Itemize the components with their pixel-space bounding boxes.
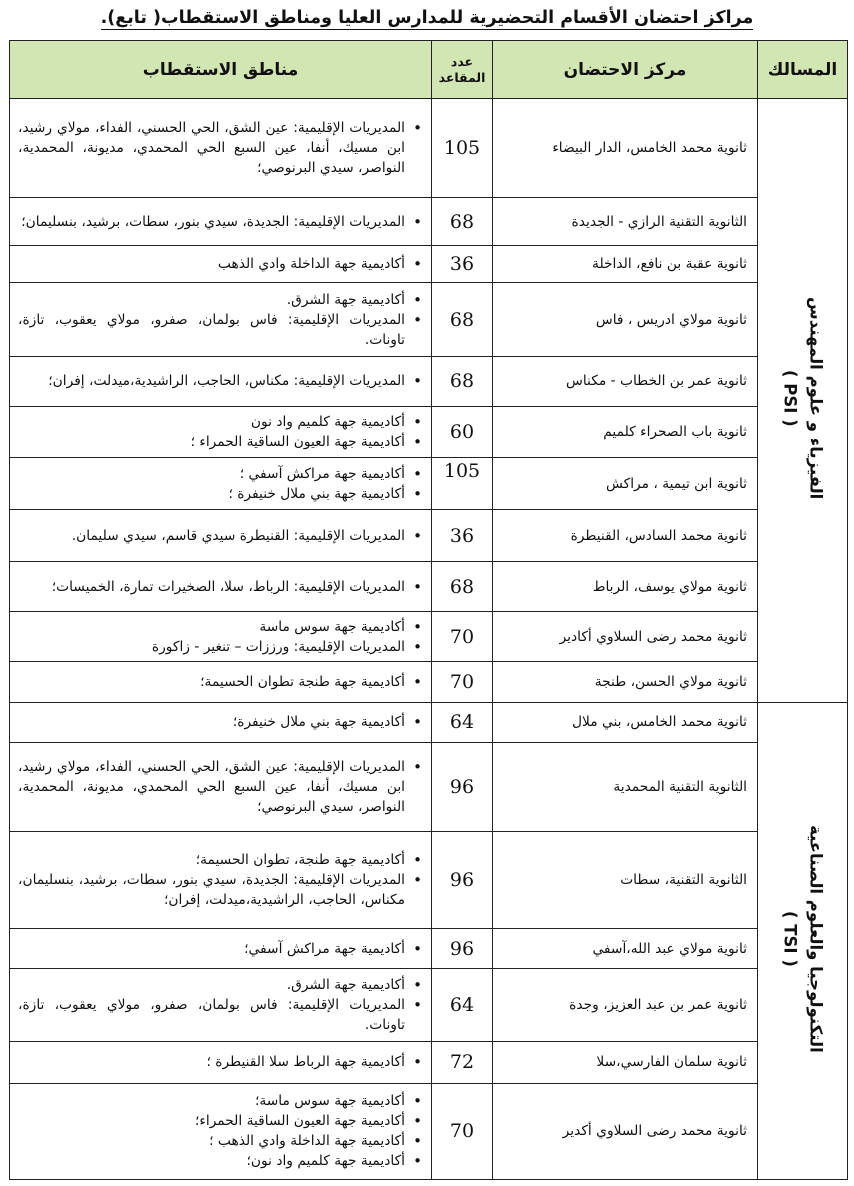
center-name: ثانوية سلمان الفارسي،سلا: [493, 1041, 758, 1083]
track-cell: [758, 702, 848, 1179]
seats-count: 36: [432, 510, 493, 562]
zones-cell: [10, 1041, 432, 1083]
center-name: ثانوية باب الصحراء كلميم: [493, 406, 758, 457]
zones-cell: [10, 662, 432, 702]
center-name: ثانوية محمد رضى السلاوي أكادير: [493, 612, 758, 662]
header-zones: مناطق الاستقطاب: [10, 41, 432, 99]
table-row: [10, 356, 848, 406]
zone-item: • أكاديمية جهة بني ملال خنيفرة؛: [18, 712, 425, 732]
table-row: [10, 831, 848, 928]
track-cell: [758, 99, 848, 703]
zone-item: • أكاديمية جهة بني ملال خنيفرة ؛: [18, 484, 425, 504]
zone-item: • المديريات الإقليمية: عين الشق، الحي الحسني، الفداء، مولاي رشيد، ابن مسيك، أنفا، عين السبع الحي المحمدي، مديونة، المحمدية، النواصر، سيدي البرنوصي؛: [18, 757, 425, 817]
center-name: الثانوية التقنية المحمدية: [493, 742, 758, 831]
center-name: ثانوية محمد الخامس، الدار البيضاء: [493, 99, 758, 198]
zones-list: [18, 371, 425, 391]
seats-count: 96: [432, 929, 493, 969]
zones-cell: [10, 198, 432, 246]
zones-cell: [10, 99, 432, 198]
center-name: ثانوية عقبة بن نافع، الداخلة: [493, 246, 758, 283]
table-body: [10, 99, 848, 1180]
zones-cell: [10, 356, 432, 406]
center-name: ثانوية مولاي عبد الله،آسفي: [493, 929, 758, 969]
zone-item: • المديريات الإقليمية: فاس بولمان، صفرو، مولاي يعقوب، تازة، تاونات.: [18, 995, 425, 1035]
zone-item: • أكاديمية جهة الشرق.: [18, 975, 425, 995]
table-row: [10, 99, 848, 198]
seats-count: 70: [432, 1083, 493, 1179]
zones-cell: [10, 1083, 432, 1179]
zones-cell: [10, 831, 432, 928]
zone-item: • أكاديمية جهة الرباط سلا القنيطرة ؛: [18, 1052, 425, 1072]
zones-cell: [10, 929, 432, 969]
header-center: مركز الاحتضان: [493, 41, 758, 99]
center-name: ثانوية مولاي يوسف، الرباط: [493, 562, 758, 612]
zone-item: • أكاديمية جهة الداخلة وادي الذهب: [18, 254, 425, 274]
seats-count: 68: [432, 356, 493, 406]
table-header: [10, 41, 848, 99]
seats-count: 96: [432, 742, 493, 831]
zones-list: [18, 212, 425, 232]
table-row: [10, 1041, 848, 1083]
table-row: [10, 246, 848, 283]
zones-cell: [10, 406, 432, 457]
table-row: [10, 198, 848, 246]
seats-count: 68: [432, 562, 493, 612]
zones-cell: [10, 283, 432, 356]
zones-cell: [10, 510, 432, 562]
zones-list: [18, 757, 425, 817]
table-row: [10, 929, 848, 969]
center-name: الثانوية التقنية، سطات: [493, 831, 758, 928]
zone-item: • المديريات الإقليمية: الجديدة، سيدي بنور، سطات، برشيد، بنسليمان، مكناس، الحاجب، الراشيدية،ميدلت، إفران؛: [18, 870, 425, 910]
zones-cell: [10, 457, 432, 509]
table-row: [10, 562, 848, 612]
center-name: ثانوية محمد الخامس، بني ملال: [493, 702, 758, 742]
center-name: ثانوية ابن تيمية ، مراكش: [493, 457, 758, 509]
table-row: [10, 510, 848, 562]
zone-item: • المديريات الإقليمية: الرباط، سلا، الصخيرات تمارة، الخميسات؛: [18, 577, 425, 597]
header-seats-line1: عدد: [450, 53, 474, 69]
header-track: المسالك: [758, 41, 848, 99]
zone-item: • المديريات الإقليمية: الجديدة، سيدي بنور، سطات، برشيد، بنسليمان؛: [18, 212, 425, 232]
header-seats-line2: المقاعد: [438, 69, 486, 85]
track-code: ( PSI ): [780, 369, 800, 427]
zones-list: [18, 1091, 425, 1171]
center-name: ثانوية محمد السادس، القنيطرة: [493, 510, 758, 562]
zones-list: [18, 939, 425, 959]
zone-item: • أكاديمية جهة الداخلة وادي الذهب ؛: [18, 1131, 425, 1151]
header-row: [10, 41, 848, 99]
zone-item: • أكاديمية جهة الشرق.: [18, 290, 425, 310]
center-name: ثانوية عمر بن عبد العزيز، وجدة: [493, 969, 758, 1041]
zone-item: • أكاديمية جهة طنجة تطوان الحسيمة؛: [18, 672, 425, 692]
table-row: [10, 969, 848, 1041]
zones-cell: [10, 562, 432, 612]
zone-item: • أكاديمية جهة العيون الساقية الحمراء ؛: [18, 432, 425, 452]
table-row: [10, 612, 848, 662]
zone-item: • المديريات الإقليمية: عين الشق، الحي الحسني، الفداء، مولاي رشيد، ابن مسيك، أنفا، عين السبع الحي المحمدي، مديونة، المحمدية، النواصر، سيدي البرنوصي؛: [18, 118, 425, 178]
zones-list: [18, 577, 425, 597]
center-name: ثانوية مولاي الحسن، طنجة: [493, 662, 758, 702]
zones-list: [18, 526, 425, 546]
zone-item: • أكاديمية جهة مراكش آسفي؛: [18, 939, 425, 959]
page-title: مراكز احتضان الأقسام التحضيرية للمدارس العليا ومناطق الاستقطاب( تابع).: [100, 8, 754, 28]
seats-count: 72: [432, 1041, 493, 1083]
seats-count: 60: [432, 406, 493, 457]
seats-count: 105: [432, 457, 493, 509]
zone-item: • المديريات الإقليمية: مكناس، الحاجب، الراشيدية،ميدلت، إفران؛: [18, 371, 425, 391]
center-name: ثانوية مولاي ادريس ، فاس: [493, 283, 758, 356]
zones-list: [18, 617, 425, 657]
seats-count: 36: [432, 246, 493, 283]
zone-item: • أكاديمية جهة سوس ماسة: [18, 617, 425, 637]
table-row: [10, 1083, 848, 1179]
track-name: التكنولوجيا والعلوم الصناعية: [806, 824, 826, 1053]
seats-count: 70: [432, 662, 493, 702]
seats-count: 64: [432, 969, 493, 1041]
zones-list: [18, 672, 425, 692]
zones-list: [18, 290, 425, 350]
zones-list: [18, 464, 425, 504]
zones-list: [18, 118, 425, 178]
zone-item: • أكاديمية جهة كلميم واد نون؛: [18, 1151, 425, 1171]
center-name: ثانوية عمر بن الخطاب - مكناس: [493, 356, 758, 406]
track-name: الفيزياء و علوم المهندس: [806, 297, 826, 500]
zone-item: • أكاديمية جهة العيون الساقية الحمراء؛: [18, 1111, 425, 1131]
seats-count: 64: [432, 702, 493, 742]
header-seats: [432, 41, 493, 99]
center-name: ثانوية محمد رضى السلاوي أكدير: [493, 1083, 758, 1179]
zone-item: • المديريات الإقليمية: فاس بولمان، صفرو، مولاي يعقوب، تازة، تاونات.: [18, 310, 425, 350]
zones-list: [18, 254, 425, 274]
seats-count: 68: [432, 283, 493, 356]
zones-list: [18, 850, 425, 910]
zones-cell: [10, 742, 432, 831]
zones-cell: [10, 612, 432, 662]
track-label: [777, 297, 829, 499]
center-name: الثانوية التقنية الرازي - الجديدة: [493, 198, 758, 246]
zone-item: • المديريات الإقليمية: ورززات – تنغير - زاكورة: [18, 637, 425, 657]
seats-count: 68: [432, 198, 493, 246]
zone-item: • أكاديمية جهة سوس ماسة؛: [18, 1091, 425, 1111]
seats-count: 96: [432, 831, 493, 928]
table-row: [10, 457, 848, 509]
zones-list: [18, 1052, 425, 1072]
track-code: ( TSI ): [780, 910, 800, 967]
table-row: [10, 662, 848, 702]
zones-list: [18, 975, 425, 1035]
zones-cell: [10, 969, 432, 1041]
zone-item: • أكاديمية جهة طنجة، تطوان الحسيمة؛: [18, 850, 425, 870]
table-row: [10, 283, 848, 356]
seats-count: 70: [432, 612, 493, 662]
zones-list: [18, 412, 425, 452]
zone-item: • المديريات الإقليمية: القنيطرة سيدي قاسم، سيدي سليمان.: [18, 526, 425, 546]
seats-count: 105: [432, 99, 493, 198]
zones-cell: [10, 246, 432, 283]
zone-item: • أكاديمية جهة كلميم واد نون: [18, 412, 425, 432]
zones-cell: [10, 702, 432, 742]
zone-item: • أكاديمية جهة مراكش آسفي ؛: [18, 464, 425, 484]
table-row: [10, 702, 848, 742]
table-row: [10, 742, 848, 831]
incubation-centers-table: [9, 40, 848, 1180]
zones-list: [18, 712, 425, 732]
track-label: [777, 825, 829, 1053]
table-row: [10, 406, 848, 457]
